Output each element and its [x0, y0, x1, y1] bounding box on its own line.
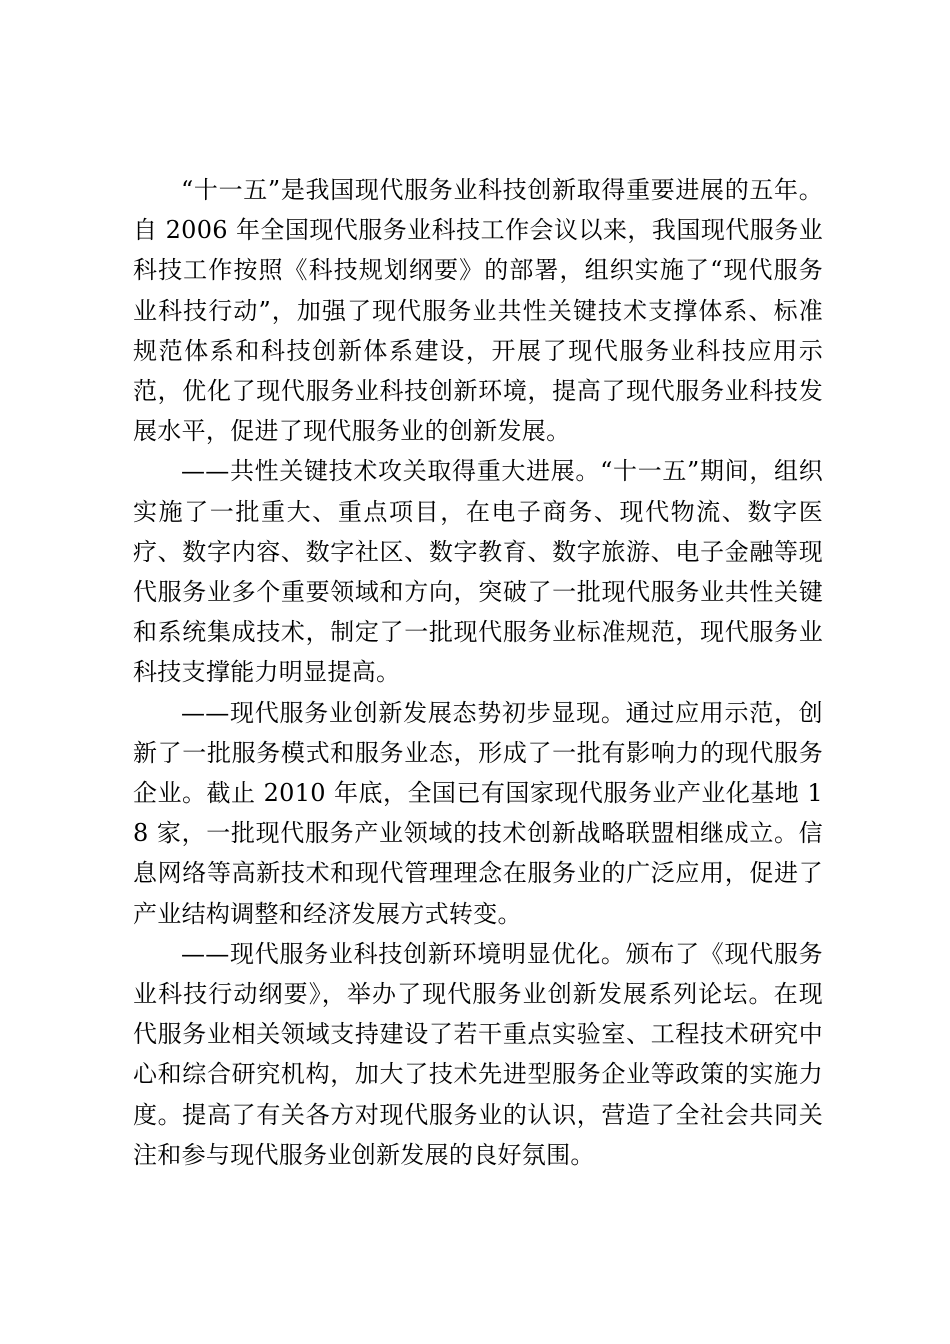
document-body [133, 170, 823, 1175]
paragraph-innovation-trend: ——现代服务业创新发展态势初步显现。通过应用示范，创新了一批服务模式和服务业态，形成了一批有影响力的现代服务企业。截止 2010 年底，全国已有国家现代服务业产业化基地 18 家，一批现代服务产业领域的技术创新战略联盟相继成立。信息网络等高新技术和现代管理理念在服务业的广泛应用，促进了产业结构调整和经济发展方式转变。 [133, 698, 823, 928]
paragraph-innovation-environment: ——现代服务业科技创新环境明显优化。颁布了《现代服务业科技行动纲要》，举办了现代服务业创新发展系列论坛。在现代服务业相关领域支持建设了若干重点实验室、工程技术研究中心和综合研究机构，加大了技术先进型服务企业等政策的实施力度。提高了有关各方对现代服务业的认识，营造了全社会共同关注和参与现代服务业创新发展的良好氛围。 [133, 939, 823, 1169]
paragraph-overview: “十一五”是我国现代服务业科技创新取得重要进展的五年。自 2006 年全国现代服务业科技工作会议以来，我国现代服务业科技工作按照《科技规划纲要》的部署，组织实施了“现代服务业科技行动”，加强了现代服务业共性关键技术支撑体系、标准规范体系和科技创新体系建设，开展了现代服务业科技应用示范，优化了现代服务业科技创新环境，提高了现代服务业科技发展水平，促进了现代服务业的创新发展。 [133, 176, 823, 446]
paragraph-key-technology: ——共性关键技术攻关取得重大进展。“十一五”期间，组织实施了一批重大、重点项目，在电子商务、现代物流、数字医疗、数字内容、数字社区、数字教育、数字旅游、电子金融等现代服务业多个重要领域和方向，突破了一批现代服务业共性关键和系统集成技术，制定了一批现代服务业标准规范，现代服务业科技支撑能力明显提高。 [133, 457, 823, 687]
